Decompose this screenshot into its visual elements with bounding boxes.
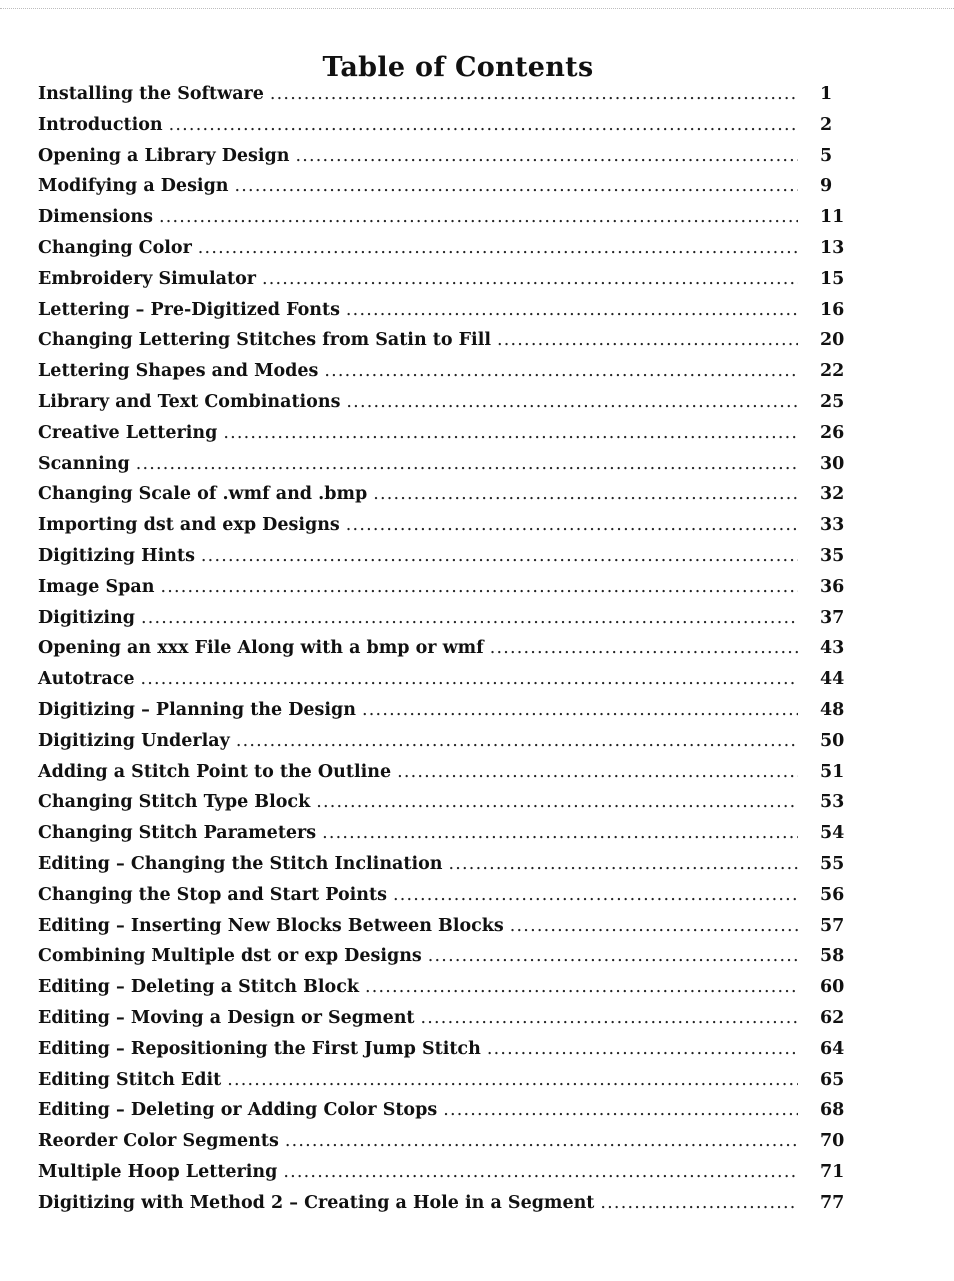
toc-entry-page-number: 9 — [820, 176, 833, 197]
toc-entry-page-number: 36 — [820, 576, 845, 597]
dot-leader — [490, 638, 798, 658]
dot-leader — [322, 823, 798, 843]
toc-entry-page-number: 5 — [820, 145, 833, 166]
toc-entry-page-number: 56 — [820, 884, 845, 905]
scan-artifact-line — [0, 8, 954, 10]
toc-entry-page-number: 60 — [820, 977, 845, 998]
toc-entry-title: Digitizing – Planning the Design — [38, 699, 357, 720]
dot-leader — [159, 207, 798, 227]
dot-leader — [169, 115, 798, 135]
toc-entry — [38, 792, 870, 823]
dot-leader — [421, 1008, 798, 1028]
dot-leader — [600, 1193, 798, 1213]
dot-leader — [393, 885, 798, 905]
toc-entry-page-number: 22 — [820, 361, 845, 382]
toc-entry-page-number: 62 — [820, 1007, 845, 1028]
dot-leader — [397, 762, 798, 782]
toc-entry — [38, 238, 870, 269]
dot-leader — [449, 854, 798, 874]
toc-entry-title: Editing – Deleting or Adding Color Stops — [38, 1100, 438, 1121]
toc-entry-page-number: 53 — [820, 792, 845, 813]
toc-entry — [38, 454, 870, 485]
toc-entry-page-number: 1 — [820, 84, 833, 104]
toc-entry-title: Combining Multiple dst or exp Designs — [38, 946, 422, 967]
toc-entry — [38, 1039, 870, 1070]
dot-leader — [201, 546, 798, 566]
dot-leader — [236, 731, 798, 751]
dot-leader — [497, 330, 798, 350]
toc-entry-page-number: 35 — [820, 545, 845, 566]
toc-entry-page-number: 44 — [820, 669, 845, 690]
toc-entry — [38, 608, 870, 639]
toc-entry-title: Autotrace — [38, 669, 135, 690]
toc-entry-page-number: 54 — [820, 823, 845, 844]
toc-entry-title: Introduction — [38, 114, 163, 135]
toc-entry-page-number: 77 — [820, 1192, 845, 1213]
toc-entry — [38, 731, 870, 762]
page-title: Table of Contents — [322, 52, 594, 83]
toc-entry-title: Changing Lettering Stitches from Satin to Fill — [38, 330, 491, 351]
dot-leader — [428, 946, 798, 966]
toc-entry-title: Adding a Stitch Point to the Outline — [38, 761, 392, 782]
dot-leader — [365, 977, 798, 997]
toc-entry-title: Lettering Shapes and Modes — [38, 361, 319, 382]
dot-leader — [141, 669, 799, 689]
toc-entry-title: Digitizing Underlay — [38, 730, 230, 751]
dot-leader — [487, 1039, 798, 1059]
toc-entry-page-number: 32 — [820, 484, 845, 505]
toc-entry-page-number: 71 — [820, 1161, 845, 1182]
toc-entry-page-number: 58 — [820, 946, 845, 967]
dot-leader — [346, 515, 798, 535]
toc-entry-page-number: 2 — [820, 114, 833, 135]
toc-entry-title: Changing Color — [38, 237, 192, 258]
toc-entry-title: Editing – Moving a Design or Segment — [38, 1007, 415, 1028]
toc-entry-title: Multiple Hoop Lettering — [38, 1161, 278, 1182]
dot-leader — [373, 484, 798, 504]
dot-leader — [223, 423, 798, 443]
toc-entry-page-number: 16 — [820, 299, 845, 320]
toc-entry-page-number: 51 — [820, 761, 845, 782]
toc-entry-page-number: 13 — [820, 237, 845, 258]
toc-entry-page-number: 55 — [820, 853, 845, 874]
dot-leader — [227, 1070, 798, 1090]
toc-entry — [38, 1193, 870, 1224]
dot-leader — [262, 269, 798, 289]
toc-entry-title: Changing Scale of .wmf and .bmp — [38, 484, 368, 505]
toc-entry — [38, 484, 870, 515]
dot-leader — [346, 300, 798, 320]
toc-entry — [38, 207, 870, 238]
toc-entry-title: Editing – Repositioning the First Jump Stitch — [38, 1038, 481, 1059]
toc-entry-page-number: 57 — [820, 915, 845, 936]
toc-entry-title: Importing dst and exp Designs — [38, 515, 340, 536]
toc-entry-page-number: 50 — [820, 730, 845, 751]
toc-entry-title: Editing – Deleting a Stitch Block — [38, 977, 359, 998]
toc-entry — [38, 392, 870, 423]
toc-list — [38, 84, 870, 1223]
toc-entry — [38, 977, 870, 1008]
toc-entry-page-number: 30 — [820, 453, 845, 474]
toc-entry — [38, 669, 870, 700]
toc-entry — [38, 823, 870, 854]
toc-entry-page-number: 15 — [820, 268, 845, 289]
toc-entry — [38, 1008, 870, 1039]
toc-entry-title: Dimensions — [38, 207, 153, 228]
toc-entry-page-number: 26 — [820, 422, 845, 443]
toc-entry-title: Digitizing Hints — [38, 545, 195, 566]
toc-entry-page-number: 43 — [820, 638, 845, 659]
dot-leader — [295, 146, 798, 166]
toc-entry — [38, 1162, 870, 1193]
toc-entry — [38, 577, 870, 608]
toc-entry-title: Digitizing with Method 2 – Creating a Hole in a Segment — [38, 1192, 595, 1213]
toc-entry-title: Editing – Changing the Stitch Inclination — [38, 853, 443, 874]
toc-entry-page-number: 20 — [820, 330, 845, 351]
toc-entry — [38, 515, 870, 546]
toc-entry-title: Embroidery Simulator — [38, 268, 256, 289]
toc-entry — [38, 269, 870, 300]
toc-entry-title: Installing the Software — [38, 84, 264, 104]
toc-entry-title: Image Span — [38, 576, 155, 597]
dot-leader — [235, 176, 798, 196]
dot-leader — [362, 700, 798, 720]
dot-leader — [136, 454, 798, 474]
toc-entry — [38, 762, 870, 793]
toc-entry — [38, 330, 870, 361]
dot-leader — [141, 608, 798, 628]
toc-entry-page-number: 64 — [820, 1038, 845, 1059]
toc-entry-page-number: 68 — [820, 1100, 845, 1121]
toc-entry-page-number: 37 — [820, 607, 845, 628]
toc-entry-title: Changing the Stop and Start Points — [38, 884, 387, 905]
dot-leader — [160, 577, 798, 597]
toc-entry-title: Opening an xxx File Along with a bmp or wmf — [38, 638, 484, 659]
toc-entry-title: Editing Stitch Edit — [38, 1069, 222, 1090]
dot-leader — [198, 238, 798, 258]
toc-entry — [38, 946, 870, 977]
toc-entry-title: Changing Stitch Parameters — [38, 823, 317, 844]
dot-leader — [316, 792, 798, 812]
toc-entry-title: Scanning — [38, 453, 130, 474]
toc-entry-title: Lettering – Pre-Digitized Fonts — [38, 299, 340, 320]
toc-entry — [38, 546, 870, 577]
toc-entry — [38, 916, 870, 947]
toc-entry — [38, 423, 870, 454]
dot-leader — [443, 1100, 798, 1120]
toc-entry — [38, 700, 870, 731]
toc-entry-title: Reorder Color Segments — [38, 1131, 279, 1152]
dot-leader — [324, 361, 798, 381]
dot-leader — [510, 916, 798, 936]
toc-entry — [38, 300, 870, 331]
toc-entry — [38, 854, 870, 885]
dot-leader — [270, 84, 798, 104]
toc-entry-page-number: 25 — [820, 391, 845, 412]
toc-entry-title: Editing – Inserting New Blocks Between Blocks — [38, 915, 504, 936]
toc-entry — [38, 115, 870, 146]
toc-entry-title: Changing Stitch Type Block — [38, 792, 311, 813]
dot-leader — [285, 1131, 798, 1151]
toc-entry — [38, 176, 870, 207]
toc-entry — [38, 361, 870, 392]
toc-entry — [38, 638, 870, 669]
dot-leader — [346, 392, 798, 412]
toc-entry-title: Digitizing — [38, 607, 135, 628]
toc-entry-title: Library and Text Combinations — [38, 391, 341, 412]
toc-entry — [38, 1100, 870, 1131]
toc-entry — [38, 146, 870, 177]
toc-entry-page-number: 11 — [820, 207, 845, 228]
toc-entry-title: Opening a Library Design — [38, 145, 290, 166]
toc-entry-title: Creative Lettering — [38, 422, 218, 443]
toc-entry-page-number: 33 — [820, 515, 845, 536]
toc-entry-title: Modifying a Design — [38, 176, 229, 197]
toc-entry — [38, 1070, 870, 1101]
dot-leader — [283, 1162, 798, 1182]
toc-entry — [38, 885, 870, 916]
toc-entry-page-number: 65 — [820, 1069, 845, 1090]
toc-entry — [38, 84, 870, 115]
toc-entry-page-number: 48 — [820, 699, 845, 720]
toc-entry-page-number: 70 — [820, 1131, 845, 1152]
toc-entry — [38, 1131, 870, 1162]
